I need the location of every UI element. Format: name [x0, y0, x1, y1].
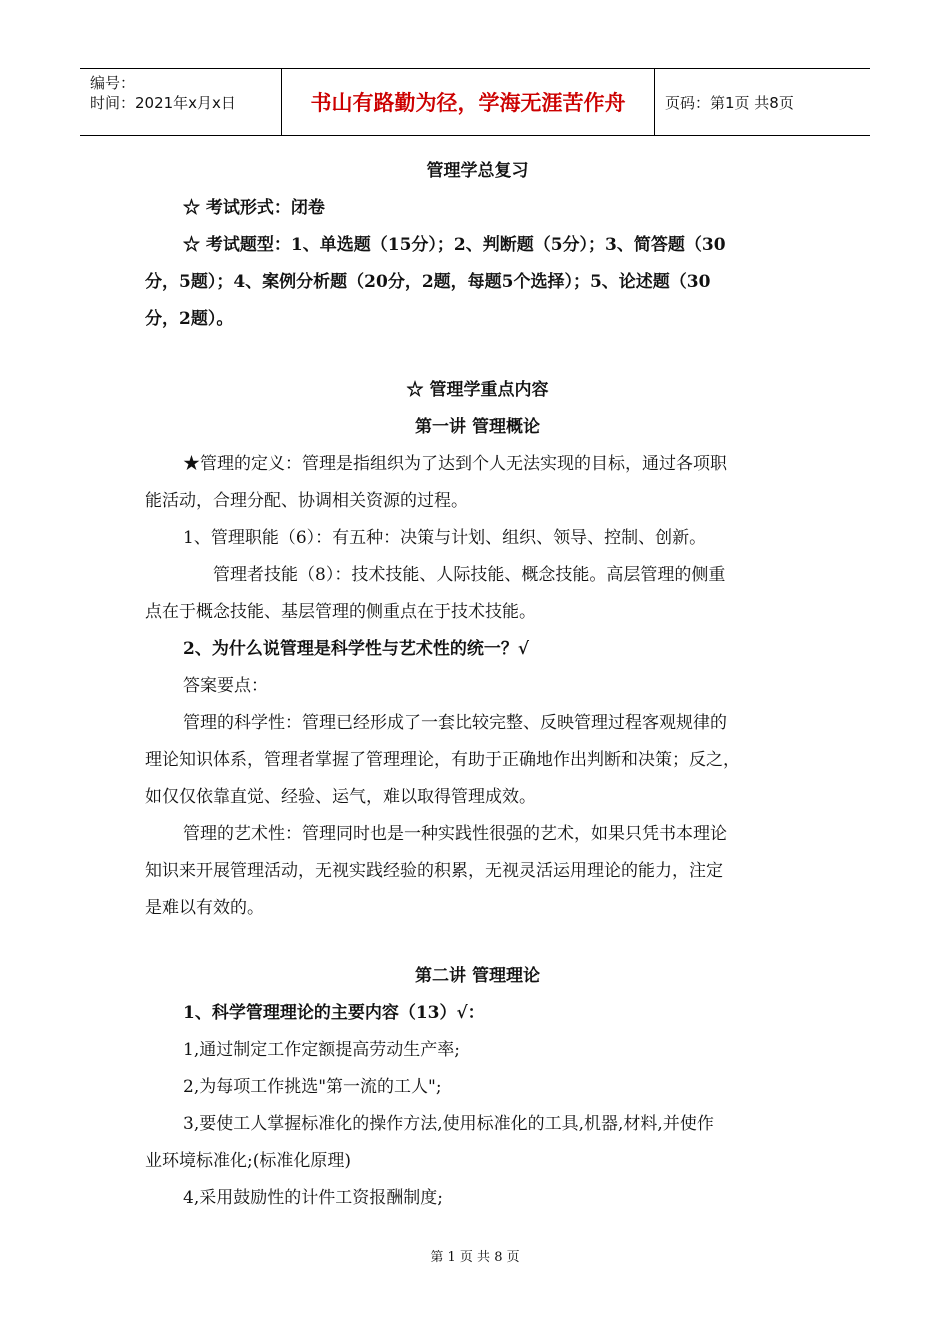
key-content-title: ☆ 管理学重点内容: [406, 380, 549, 400]
science-line-2: 理论知识体系，管理者掌握了管理理论，有助于正确地作出判断和决策；反之，: [145, 750, 740, 770]
exam-form: ☆ 考试形式：闭卷: [183, 198, 325, 218]
document-body: [145, 152, 810, 1217]
page-footer: 第 1 页 共 8 页: [430, 1250, 520, 1265]
sm-item-4: 4,采用鼓励性的计件工资报酬制度;: [183, 1188, 443, 1208]
exam-types-line-1: ☆ 考试题型：1、单选题（15分）；2、判断题（5分）；3、简答题（30: [183, 235, 726, 255]
spacer: [145, 927, 810, 958]
art-line-2: 知识来开展管理活动，无视实践经验的积累，无视灵活运用理论的能力，注定: [145, 861, 723, 881]
lecture1-title: 第一讲 管理概论: [415, 417, 540, 437]
question-2: 2、为什么说管理是科学性与艺术性的统一？√: [183, 639, 530, 659]
number-label: 编号：: [90, 74, 136, 92]
exam-types-line-3: 分，2题）。: [145, 309, 234, 329]
page-header: [80, 68, 870, 136]
time-label: 时间：2021年x月x日: [90, 94, 236, 112]
definition-line-1: ★管理的定义：管理是指组织为了达到个人无法实现的目标，通过各项职: [183, 454, 727, 474]
art-line-1: 管理的艺术性：管理同时也是一种实践性很强的艺术，如果只凭书本理论: [183, 824, 727, 844]
sm-item-2: 2,为每项工作挑选"第一流的工人";: [183, 1077, 442, 1097]
spacer: [145, 338, 810, 372]
sm-item-3b: 业环境标准化;(标准化原理): [145, 1151, 351, 1171]
doc-title: 管理学总复习: [426, 161, 529, 181]
header-page-info: 页码：第1页 共8页: [665, 93, 794, 112]
science-line-3: 如仅仅依靠直觉、经验、运气，难以取得管理成效。: [145, 787, 536, 807]
answer-label: 答案要点：: [183, 676, 268, 696]
skills-line-1: 管理者技能（8）：技术技能、人际技能、概念技能。高层管理的侧重: [213, 565, 726, 585]
header-meta: [80, 69, 282, 135]
skills-line-2: 点在于概念技能、基层管理的侧重点在于技术技能。: [145, 602, 536, 622]
science-line-1: 管理的科学性：管理已经形成了一套比较完整、反映管理过程客观规律的: [183, 713, 727, 733]
definition-line-2: 能活动，合理分配、协调相关资源的过程。: [145, 491, 468, 511]
exam-types-line-2: 分，5题）；4、案例分析题（20分，2题，每题5个选择）；5、论述题（30: [145, 272, 711, 292]
header-motto: 书山有路勤为径，学海无涯苦作舟: [282, 69, 655, 135]
sm-item-1: 1,通过制定工作定额提高劳动生产率;: [183, 1040, 460, 1060]
sm-title: 1、科学管理理论的主要内容（13）√：: [183, 1003, 485, 1023]
lecture2-title: 第二讲 管理理论: [415, 966, 540, 986]
sm-item-3a: 3,要使工人掌握标准化的操作方法,使用标准化的工具,机器,材料,并使作: [183, 1114, 714, 1134]
functions-line: 1、管理职能（6）：有五种：决策与计划、组织、领导、控制、创新。: [183, 528, 707, 548]
art-line-3: 是难以有效的。: [145, 898, 264, 918]
